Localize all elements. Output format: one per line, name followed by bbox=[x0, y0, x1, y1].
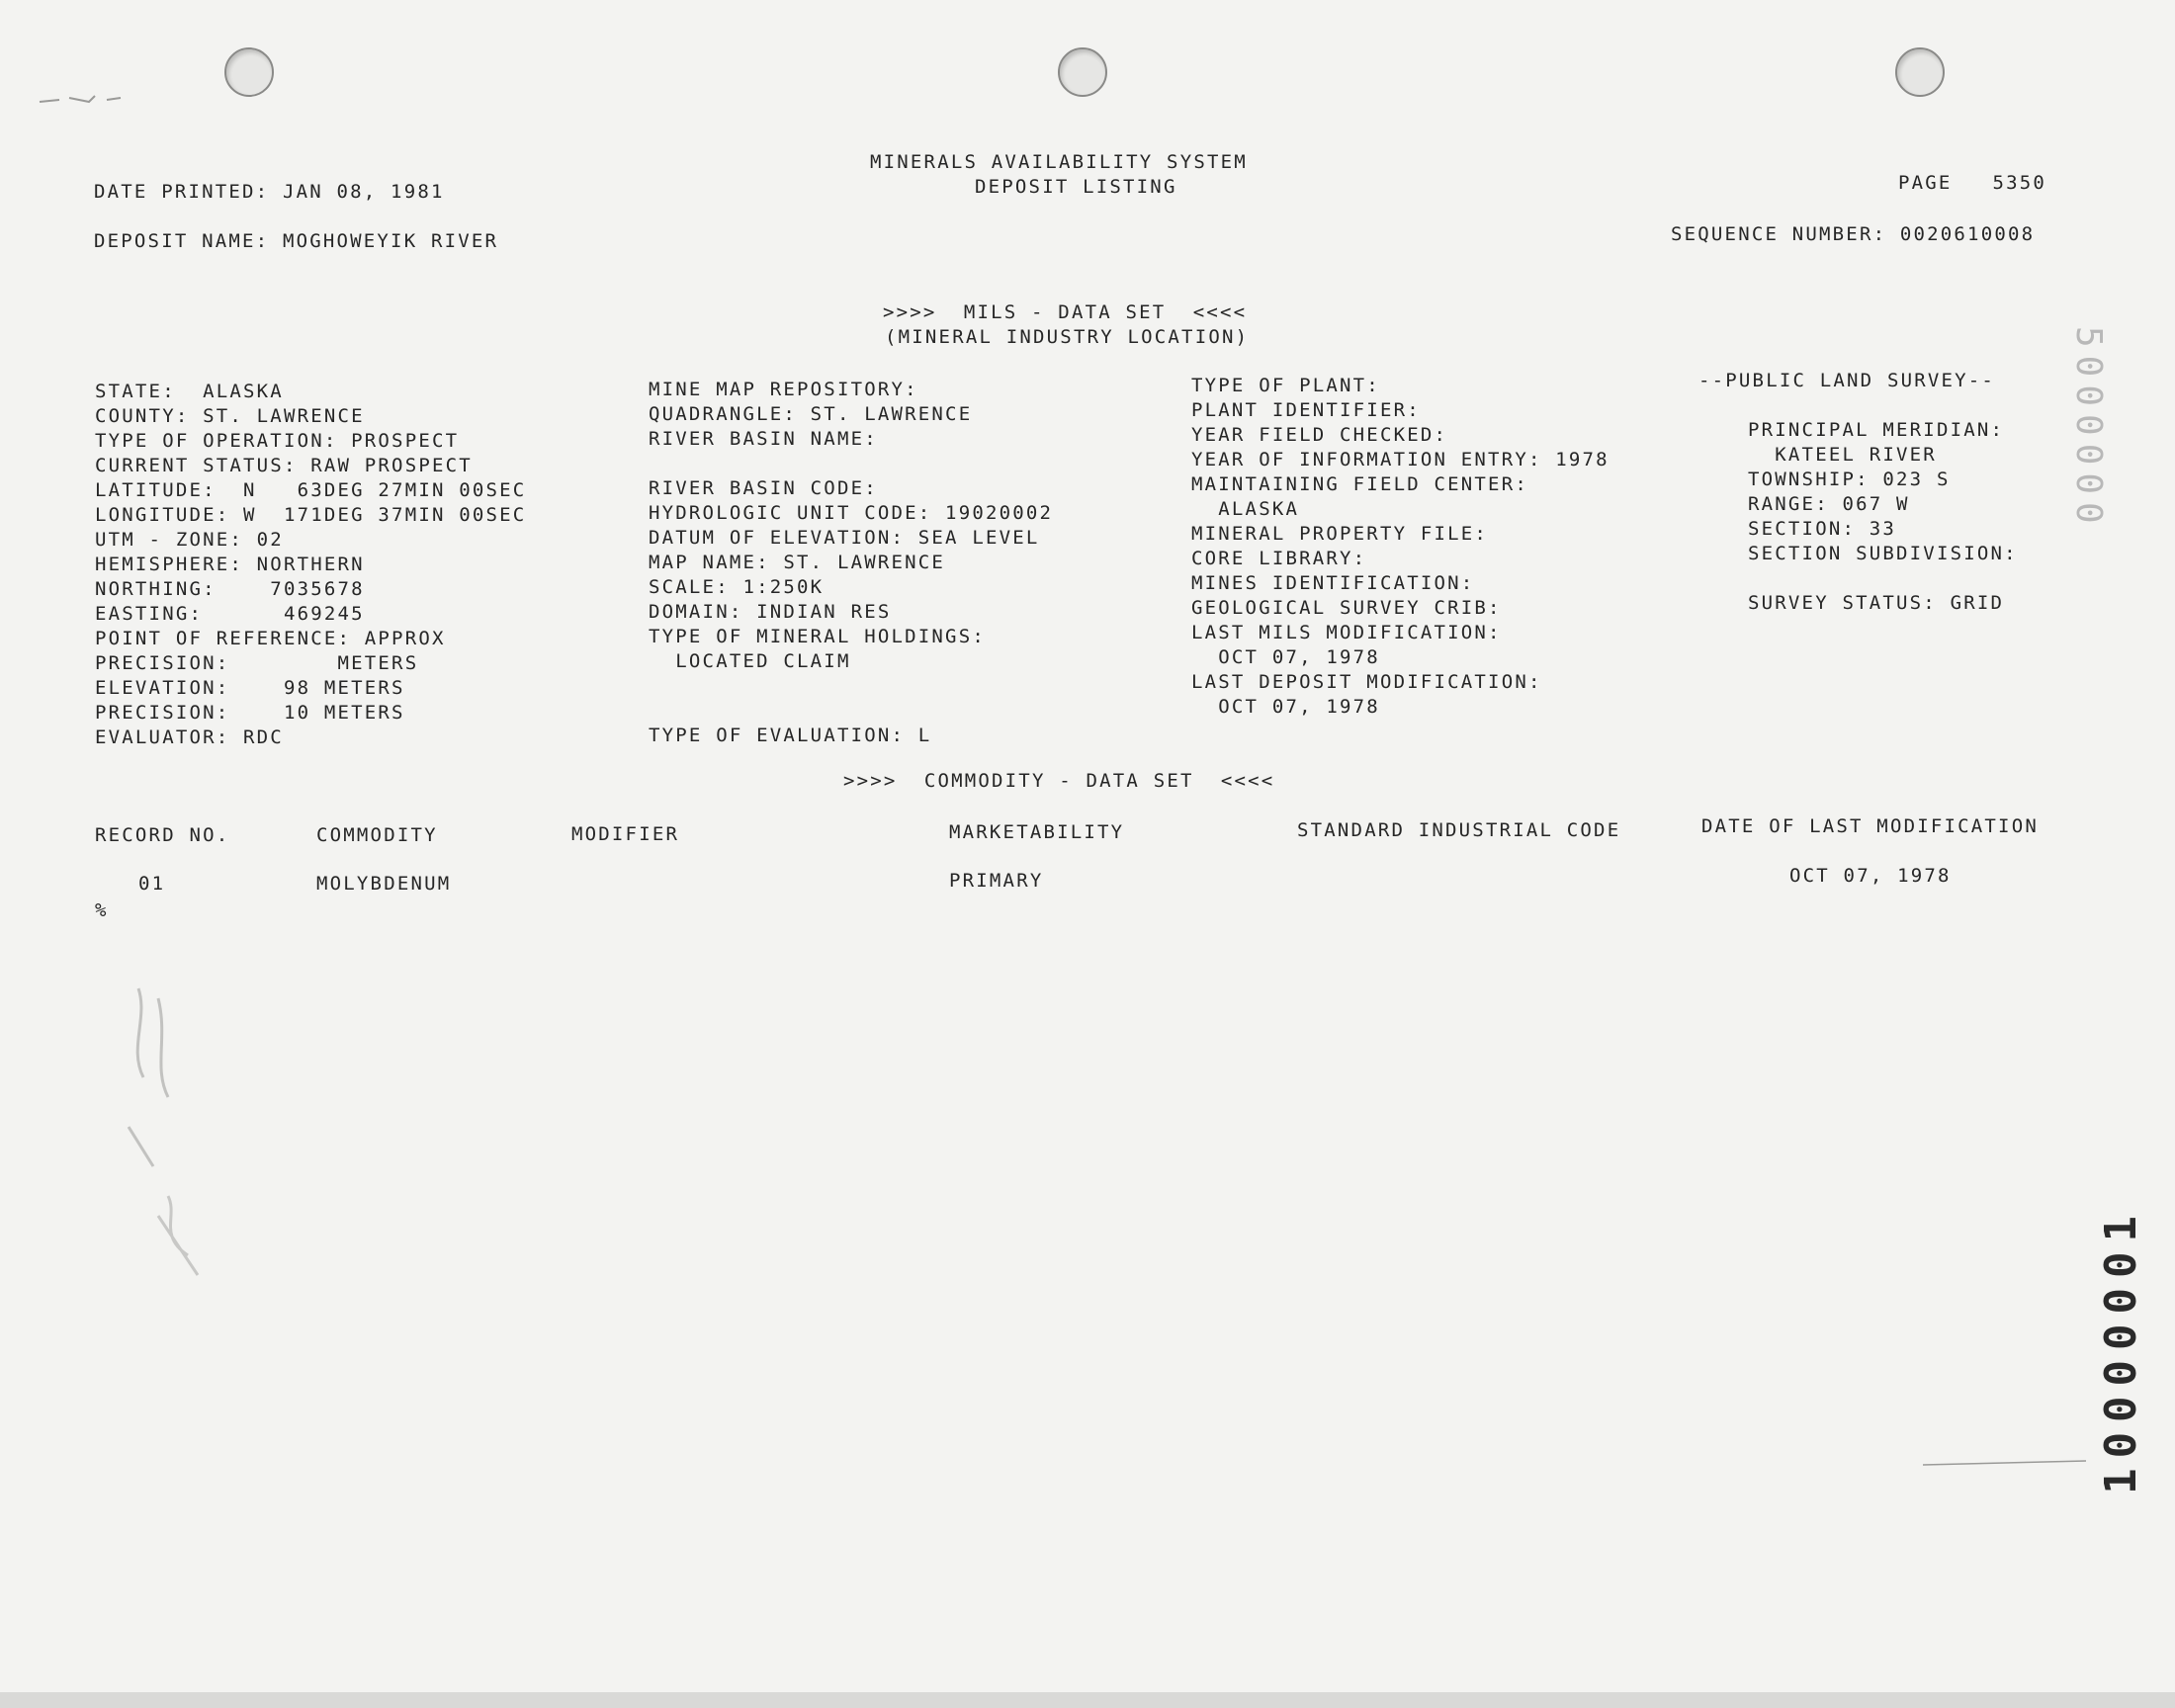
commodity-section-title: >>>> COMMODITY - DATA SET <<<< bbox=[843, 770, 1275, 792]
header-marketability: MARKETABILITY bbox=[949, 821, 1125, 843]
field-line: TOWNSHIP: 023 S bbox=[1748, 469, 1951, 490]
field-line: PRINCIPAL MERIDIAN: bbox=[1748, 419, 2005, 441]
header-sic: STANDARD INDUSTRIAL CODE bbox=[1297, 819, 1621, 841]
binder-hole-right bbox=[1895, 47, 1945, 97]
field-line: HYDROLOGIC UNIT CODE: 19020002 bbox=[649, 502, 1054, 524]
field-line bbox=[649, 699, 1053, 724]
cell-marketability: PRIMARY bbox=[949, 870, 1044, 892]
field-line: PRECISION: METERS bbox=[95, 652, 419, 674]
date-printed: DATE PRINTED: JAN 08, 1981 bbox=[94, 181, 445, 203]
header-modifier: MODIFIER bbox=[571, 823, 680, 845]
field-line: RANGE: 067 W bbox=[1748, 493, 1910, 515]
header-commodity: COMMODITY bbox=[316, 824, 438, 846]
field-line: QUADRANGLE: ST. LAWRENCE bbox=[649, 403, 973, 425]
frame-number-stamp: 10000001 bbox=[2096, 1206, 2146, 1494]
field-line: SURVEY STATUS: GRID bbox=[1748, 592, 2005, 614]
field-line: MAP NAME: ST. LAWRENCE bbox=[649, 552, 946, 573]
cell-commodity: MOLYBDENUM bbox=[316, 873, 452, 895]
field-line: OCT 07, 1978 bbox=[1191, 646, 1380, 668]
field-line: --PUBLIC LAND SURVEY-- bbox=[1698, 370, 1996, 391]
cell-record-no: 01 bbox=[138, 873, 166, 895]
field-line: LATITUDE: N 63DEG 27MIN 00SEC bbox=[95, 479, 527, 501]
end-of-record-mark: % bbox=[95, 899, 109, 921]
field-line: CORE LIBRARY: bbox=[1191, 548, 1367, 569]
public-land-survey bbox=[1698, 369, 2018, 616]
field-line bbox=[1698, 393, 2018, 418]
field-line: NORTHING: 7035678 bbox=[95, 578, 365, 600]
field-line: LAST MILS MODIFICATION: bbox=[1191, 622, 1502, 643]
field-line: KATEEL RIVER bbox=[1748, 444, 1937, 466]
field-line: TYPE OF EVALUATION: L bbox=[649, 725, 932, 746]
field-line: RIVER BASIN CODE: bbox=[649, 477, 878, 499]
field-line: LOCATED CLAIM bbox=[649, 650, 851, 672]
field-line: HEMISPHERE: NORTHERN bbox=[95, 554, 365, 575]
field-line: YEAR FIELD CHECKED: bbox=[1191, 424, 1448, 446]
field-line: GEOLOGICAL SURVEY CRIB: bbox=[1191, 597, 1502, 619]
header-record-no: RECORD NO. bbox=[95, 824, 230, 846]
field-line bbox=[649, 452, 1053, 476]
field-line: YEAR OF INFORMATION ENTRY: 1978 bbox=[1191, 449, 1610, 470]
page-number: PAGE 5350 bbox=[1898, 172, 2047, 194]
field-line: MINE MAP REPOSITORY: bbox=[649, 379, 918, 400]
mils-column-location bbox=[95, 380, 526, 750]
field-line: MAINTAINING FIELD CENTER: bbox=[1191, 473, 1528, 495]
field-line: DOMAIN: INDIAN RES bbox=[649, 601, 892, 623]
field-line: EVALUATOR: RDC bbox=[95, 726, 284, 748]
field-line: LONGITUDE: W 171DEG 37MIN 00SEC bbox=[95, 504, 527, 526]
field-line: ALASKA bbox=[1191, 498, 1300, 520]
mils-column-records bbox=[1191, 374, 1610, 720]
field-line: EASTING: 469245 bbox=[95, 603, 365, 625]
sequence-number: SEQUENCE NUMBER: 0020610008 bbox=[1671, 223, 2036, 245]
field-line: ELEVATION: 98 METERS bbox=[95, 677, 405, 699]
field-line: STATE: ALASKA bbox=[95, 381, 284, 402]
field-line: OCT 07, 1978 bbox=[1191, 696, 1380, 718]
faint-frame-stamp: 5000000 bbox=[2068, 326, 2109, 532]
deposit-name: DEPOSIT NAME: MOGHOWEYIK RIVER bbox=[94, 230, 499, 252]
field-line: SECTION: 33 bbox=[1748, 518, 1897, 540]
field-line: MINERAL PROPERTY FILE: bbox=[1191, 523, 1489, 545]
scan-smudge bbox=[99, 979, 237, 1315]
mils-section-title: >>>> MILS - DATA SET <<<< bbox=[883, 301, 1248, 323]
scan-smudge bbox=[1918, 1453, 2096, 1473]
listing-title: DEPOSIT LISTING bbox=[975, 176, 1177, 198]
header-date-mod: DATE OF LAST MODIFICATION bbox=[1701, 815, 2039, 837]
field-line: PRECISION: 10 METERS bbox=[95, 702, 405, 724]
field-line: MINES IDENTIFICATION: bbox=[1191, 572, 1475, 594]
field-line: SCALE: 1:250K bbox=[649, 576, 825, 598]
field-line: SECTION SUBDIVISION: bbox=[1748, 543, 2018, 564]
cell-date-mod: OCT 07, 1978 bbox=[1789, 865, 1952, 887]
field-line: RIVER BASIN NAME: bbox=[649, 428, 878, 450]
field-line: UTM - ZONE: 02 bbox=[95, 529, 284, 551]
field-line: DATUM OF ELEVATION: SEA LEVEL bbox=[649, 527, 1040, 549]
field-line: CURRENT STATUS: RAW PROSPECT bbox=[95, 455, 473, 476]
field-line: TYPE OF MINERAL HOLDINGS: bbox=[649, 626, 986, 647]
mils-column-map bbox=[649, 378, 1053, 748]
system-title: MINERALS AVAILABILITY SYSTEM bbox=[870, 151, 1248, 173]
mils-section-subtitle: (MINERAL INDUSTRY LOCATION) bbox=[885, 326, 1250, 348]
binder-hole-center bbox=[1058, 47, 1107, 97]
field-line bbox=[649, 674, 1053, 699]
field-line: COUNTY: ST. LAWRENCE bbox=[95, 405, 365, 427]
field-line: TYPE OF PLANT: bbox=[1191, 375, 1380, 396]
binder-hole-left bbox=[224, 47, 274, 97]
field-line bbox=[1698, 566, 2018, 591]
field-line: POINT OF REFERENCE: APPROX bbox=[95, 628, 446, 649]
field-line: PLANT IDENTIFIER: bbox=[1191, 399, 1421, 421]
field-line: LAST DEPOSIT MODIFICATION: bbox=[1191, 671, 1542, 693]
scan-smudge bbox=[30, 84, 148, 114]
field-line: TYPE OF OPERATION: PROSPECT bbox=[95, 430, 460, 452]
